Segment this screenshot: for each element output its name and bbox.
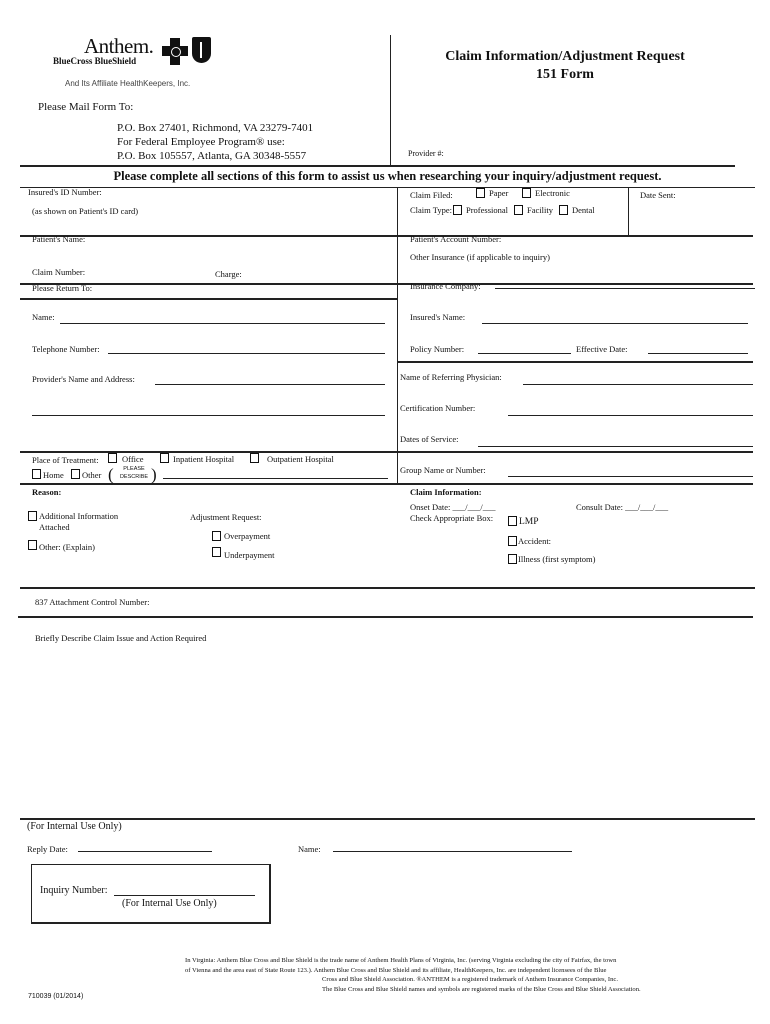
- consult-date-label: Consult Date: ___/___/___: [576, 502, 669, 512]
- paper-checkbox[interactable]: [476, 188, 485, 198]
- telephone-field[interactable]: [108, 353, 385, 354]
- paper-label: Paper: [489, 188, 509, 198]
- header-divider: [390, 35, 391, 165]
- legal-line: The Blue Cross and Blue Shield names and symbols are registered marks of the Blue Cross and Blue Shield Association.: [322, 986, 641, 993]
- form-title: Claim Information/Adjustment Request: [445, 49, 685, 64]
- inpatient-checkbox[interactable]: [160, 453, 169, 463]
- blue-shield-icon: [192, 37, 211, 63]
- claim-filed-label: Claim Filed:: [410, 190, 453, 200]
- onset-date-label: Onset Date: ___/___/___: [410, 502, 496, 512]
- divider: [20, 298, 397, 300]
- provider-name-address-label: Provider's Name and Address:: [32, 374, 135, 384]
- electronic-label: Electronic: [535, 188, 570, 198]
- effective-date-field[interactable]: [648, 353, 748, 354]
- illness-checkbox[interactable]: [508, 554, 517, 564]
- internal-use-heading: (For Internal Use Only): [27, 821, 122, 832]
- divider: [20, 165, 735, 167]
- policy-number-field[interactable]: [478, 353, 571, 354]
- additional-info-label: Additional Information: [39, 511, 119, 521]
- accident-label: Accident:: [518, 536, 552, 546]
- describe-label: DESCRIBE: [119, 474, 149, 480]
- reply-date-label: Reply Date:: [27, 844, 68, 854]
- other-label: Other: [82, 470, 102, 480]
- reply-date-field[interactable]: [78, 851, 212, 852]
- insured-id-note: (as shown on Patient's ID card): [32, 206, 139, 216]
- address-line: P.O. Box 105557, Atlanta, GA 30348-5557: [117, 150, 307, 162]
- attachment-control-label: 837 Attachment Control Number:: [35, 597, 150, 607]
- address-line: For Federal Employee Program® use:: [117, 136, 285, 148]
- legal-line: Cross and Blue Shield Association. ®ANTHEM is a registered trademark of Anthem Insurance Companies, Inc.: [322, 976, 618, 983]
- inquiry-number-field[interactable]: [114, 895, 255, 896]
- inquiry-number-label: Inquiry Number:: [40, 885, 108, 896]
- internal-name-label: Name:: [298, 844, 321, 854]
- blue-cross-icon: [162, 38, 188, 65]
- other-explain-label: Other: (Explain): [39, 542, 95, 552]
- referring-physician-field[interactable]: [523, 384, 753, 385]
- inquiry-note: (For Internal Use Only): [122, 898, 217, 909]
- certification-number-label: Certification Number:: [400, 403, 476, 413]
- legal-line: In Virginia: Anthem Blue Cross and Blue Shield is the trade name of Anthem Health Plans of Virginia, Inc. (serving Virginia excluding the city of Fairfax, the town: [185, 957, 617, 964]
- claim-number-label: Claim Number:: [32, 267, 86, 277]
- insureds-name-label: Insured's Name:: [410, 312, 466, 322]
- other-explain-checkbox[interactable]: [28, 540, 37, 550]
- other-checkbox[interactable]: [71, 469, 80, 479]
- logo-subtitle: BlueCross BlueShield: [53, 56, 137, 66]
- facility-label: Facility: [527, 205, 553, 215]
- divider: [20, 818, 755, 820]
- provider-label: Provider #:: [408, 149, 444, 158]
- charge-label: Charge:: [215, 269, 242, 279]
- underpayment-label: Underpayment: [224, 550, 275, 560]
- divider: [20, 587, 755, 589]
- effective-date-label: Effective Date:: [576, 344, 628, 354]
- form-subtitle: 151 Form: [536, 67, 594, 82]
- overpayment-label: Overpayment: [224, 531, 271, 541]
- divider: [20, 187, 755, 188]
- reason-heading: Reason:: [32, 487, 62, 497]
- affiliate-text: And Its Affiliate HealthKeepers, Inc.: [65, 79, 191, 88]
- telephone-label: Telephone Number:: [32, 344, 100, 354]
- attached-label: Attached: [39, 522, 70, 532]
- place-of-treatment-label: Place of Treatment:: [32, 455, 99, 465]
- divider: [20, 235, 753, 237]
- facility-checkbox[interactable]: [514, 205, 523, 215]
- mail-to-label: Please Mail Form To:: [38, 101, 134, 113]
- insurance-company-field[interactable]: [495, 288, 755, 289]
- instructions-banner: Please complete all sections of this form to assist us when researching your inquiry/adjustment request.: [113, 169, 662, 183]
- claim-information-heading: Claim Information:: [410, 487, 482, 497]
- insureds-name-field[interactable]: [482, 323, 748, 324]
- adjustment-request-label: Adjustment Request:: [190, 512, 262, 522]
- column-divider: [628, 187, 629, 235]
- office-label: Office: [122, 454, 144, 464]
- dates-of-service-field[interactable]: [478, 446, 753, 447]
- professional-label: Professional: [466, 205, 509, 215]
- policy-number-label: Policy Number:: [410, 344, 465, 354]
- provider-name-address-field[interactable]: [155, 384, 385, 385]
- claim-type-label: Claim Type:: [410, 205, 452, 215]
- certification-number-field[interactable]: [508, 415, 753, 416]
- logo-name: Anthem.: [84, 34, 154, 58]
- return-to-label: Please Return To:: [32, 283, 93, 293]
- address-line: P.O. Box 27401, Richmond, VA 23279-7401: [117, 122, 314, 134]
- paren-open: (: [108, 465, 114, 484]
- other-insurance-label: Other Insurance (if applicable to inquiry): [410, 252, 550, 262]
- form-number: 710039 (01/2014): [28, 993, 84, 1000]
- divider: [397, 361, 753, 363]
- please-label: PLEASE: [123, 466, 145, 472]
- dental-checkbox[interactable]: [559, 205, 568, 215]
- outpatient-checkbox[interactable]: [250, 453, 259, 463]
- other-describe-field[interactable]: [163, 478, 388, 479]
- accident-checkbox[interactable]: [508, 536, 517, 546]
- office-checkbox[interactable]: [108, 453, 117, 463]
- column-divider: [397, 187, 398, 485]
- patient-name-label: Patient's Name:: [32, 234, 86, 244]
- group-name-field[interactable]: [508, 476, 753, 477]
- underpayment-checkbox[interactable]: [212, 547, 221, 557]
- overpayment-checkbox[interactable]: [212, 531, 221, 541]
- electronic-checkbox[interactable]: [522, 188, 531, 198]
- professional-checkbox[interactable]: [453, 205, 462, 215]
- insured-id-label: Insured's ID Number:: [28, 187, 102, 197]
- referring-physician-label: Name of Referring Physician:: [400, 372, 502, 382]
- insurance-company-label: Insurance Company:: [410, 281, 481, 291]
- legal-line: of Vienna and the area east of State Route 123.). Anthem Blue Cross and Blue Shield and its affiliate, HealthKeepers, Inc. are independent licensees of the Blue: [185, 967, 607, 974]
- divider: [20, 283, 753, 285]
- lmp-checkbox[interactable]: [508, 516, 517, 526]
- date-sent-label: Date Sent:: [640, 190, 676, 200]
- home-checkbox[interactable]: [32, 469, 41, 479]
- check-box-label: Check Appropriate Box:: [410, 513, 494, 523]
- home-label: Home: [43, 470, 64, 480]
- inpatient-label: Inpatient Hospital: [173, 454, 235, 464]
- divider: [20, 483, 753, 485]
- additional-info-checkbox[interactable]: [28, 511, 37, 521]
- outpatient-label: Outpatient Hospital: [267, 454, 334, 464]
- patient-account-label: Patient's Account Number:: [410, 234, 502, 244]
- name-label: Name:: [32, 312, 55, 322]
- dental-label: Dental: [572, 205, 595, 215]
- dates-of-service-label: Dates of Service:: [400, 434, 459, 444]
- divider: [20, 451, 753, 453]
- internal-name-field[interactable]: [333, 851, 572, 852]
- lmp-label: LMP: [519, 517, 539, 527]
- paren-close: ): [151, 465, 157, 484]
- illness-label: Illness (first symptom): [518, 554, 596, 564]
- name-field[interactable]: [60, 323, 385, 324]
- provider-address-field[interactable]: [32, 415, 385, 416]
- describe-issue-label: Briefly Describe Claim Issue and Action Required: [35, 633, 207, 643]
- divider: [18, 616, 753, 618]
- group-name-label: Group Name or Number:: [400, 465, 486, 475]
